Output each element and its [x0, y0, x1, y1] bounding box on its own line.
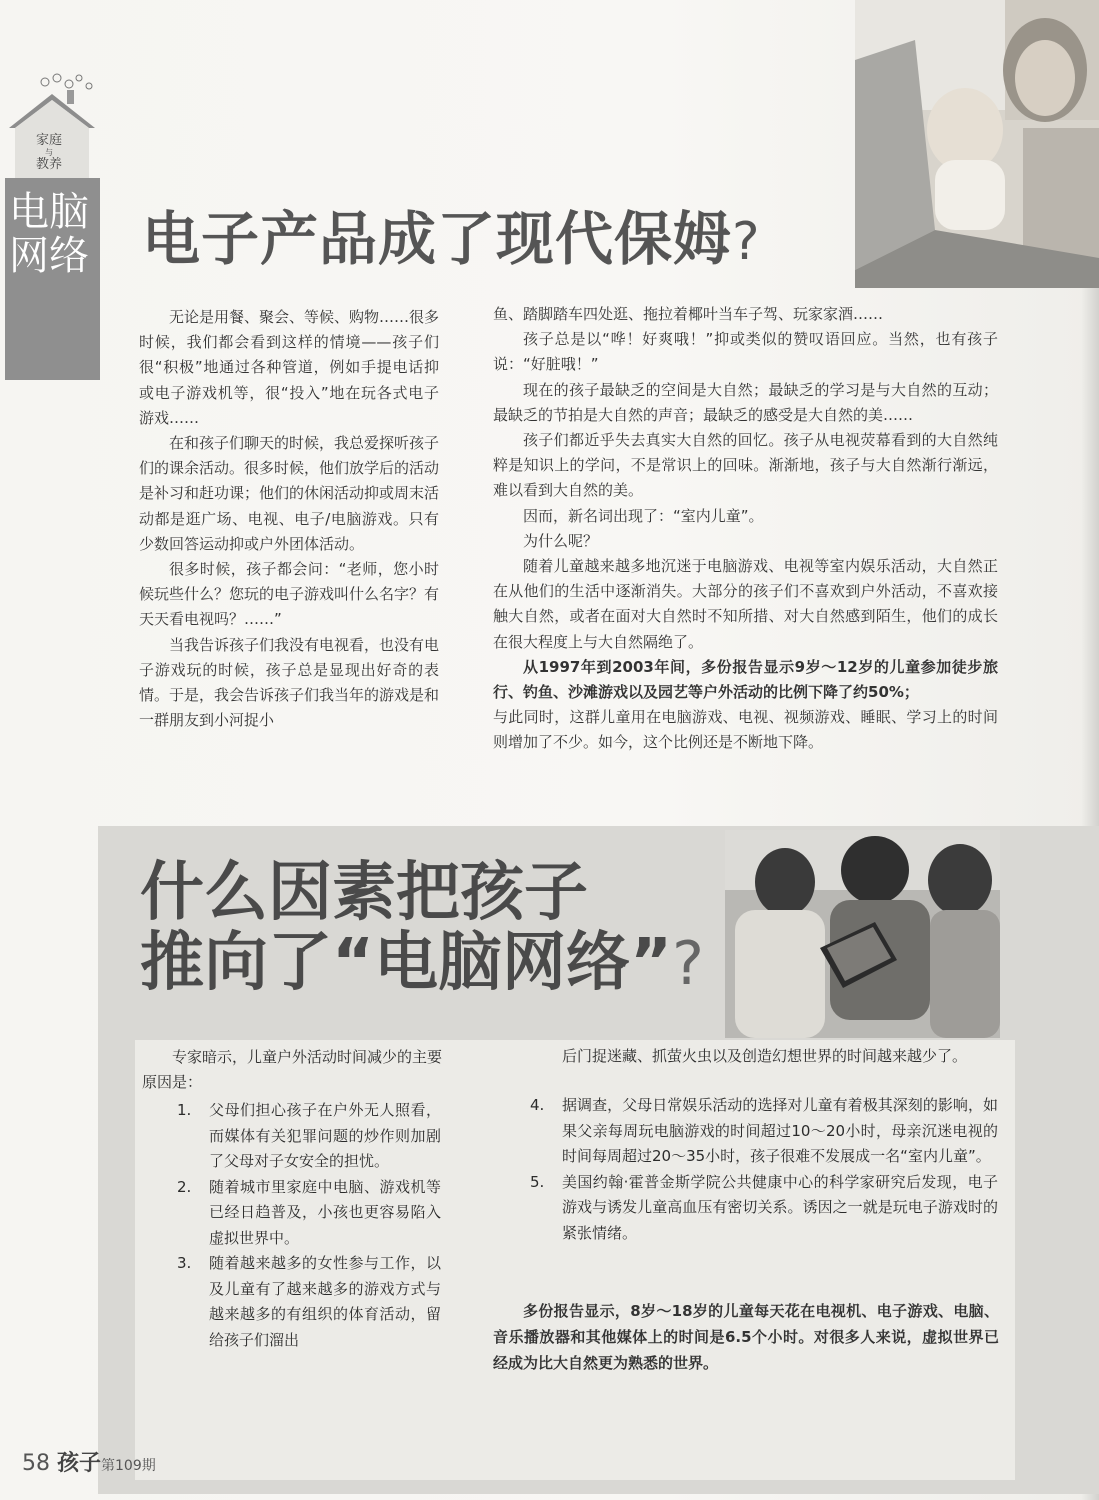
- article1-left-column: [139, 305, 439, 733]
- paragraph: 无论是用餐、聚会、等候、购物……很多时候，我们都会看到这样的情境——孩子们很“积极”地通过各种管道，例如手提电话抑或电子游戏机等，很“投入”地在玩各式电子游戏……: [139, 308, 440, 427]
- article2-title-line1: 什么因素把孩子: [140, 856, 588, 930]
- list-text: 据调查，父母日常娱乐活动的选择对儿童有着极其深刻的影响，如果父亲每周玩电脑游戏的时间超过10～20小时，母亲沉迷电视的时间每周超过20～35小时，孩子很难不发展成一名“室内儿童”。: [562, 1096, 998, 1165]
- reasons-list-right: [530, 1093, 998, 1246]
- paragraph: 为什么呢？: [523, 531, 599, 550]
- paragraph: 现在的孩子最缺乏的空间是大自然；最缺乏的学习是与大自然的互动；最缺乏的节拍是大自然的声音；最缺乏的感受是大自然的美……: [493, 380, 998, 424]
- article2-title-mark: ?: [672, 929, 704, 999]
- article2-title: [140, 858, 760, 999]
- list-item: [177, 1251, 441, 1353]
- conclusion-text: 多份报告显示，8岁～18岁的儿童每天花在电视机、电子游戏、电脑、音乐播放器和其他媒体上的时间是6.5个小时。对很多人来说，虚拟世界已经成为比大自然更为熟悉的世界。: [493, 1302, 999, 1372]
- paragraph: 因而，新名词出现了：“室内儿童”。: [523, 506, 764, 525]
- list-item: [177, 1098, 441, 1175]
- list-item: [530, 1170, 998, 1247]
- logo-small: 与: [45, 148, 53, 157]
- bold-statistic-paragraph: 从1997年到2003年间，多份报告显示9岁～12岁的儿童参加徒步旅行、钓鱼、沙滩游戏以及园艺等户外活动的比例下降了约50%；: [493, 657, 998, 702]
- list-number: 1.: [177, 1101, 192, 1119]
- paragraph: 当我告诉孩子们我没有电视看，也没有电子游戏玩的时候，孩子总是显现出好奇的表情。于是，我会告诉孩子们我当年的游戏是和一群朋友到小河捉小: [139, 635, 440, 730]
- article1-title-mark: ?: [732, 212, 761, 272]
- article2-intro: [142, 1045, 442, 1095]
- paragraph: 与此同时，这群儿童用在电脑游戏、电视、视频游戏、睡眠、学习上的时间则增加了不少。如今，这个比例还是不断地下降。: [493, 708, 998, 752]
- article1-right-column: [493, 302, 998, 756]
- article1-title-text: 电子产品成了现代保姆: [142, 205, 733, 273]
- category-line1: 电脑: [9, 189, 89, 235]
- paragraph: 随着儿童越来越多地沉迷于电脑游戏、电视等室内娱乐活动，大自然正在从他们的生活中逐渐消失。大部分的孩子们不喜欢到户外活动，不喜欢接触大自然，或者在面对大自然时不知所措、对大自然感到陌生，他们的成长在很大程度上与大自然隔绝了。: [493, 557, 998, 651]
- category-line2: 网络: [9, 233, 89, 279]
- item3-continuation: 后门捉迷藏、抓萤火虫以及创造幻想世界的时间越来越少了。: [562, 1047, 968, 1065]
- list-item: [530, 1093, 998, 1170]
- list-text: 美国约翰·霍普金斯学院公共健康中心的科学家研究后发现，电子游戏与诱发儿童高血压有密切关系。诱因之一就是玩电子游戏时的紧张情绪。: [562, 1172, 998, 1242]
- list-item: [177, 1175, 441, 1252]
- paragraph: 孩子们都近乎失去真实大自然的回忆。孩子从电视荧幕看到的大自然纯粹是知识上的学问，不是常识上的回味。渐渐地，孩子与大自然渐行渐远，难以看到大自然的美。: [493, 431, 998, 500]
- paragraph: 孩子总是以“哗！好爽哦！”抑或类似的赞叹语回应。当然，也有孩子说：“好脏哦！”: [493, 330, 998, 374]
- conclusion-paragraph: [493, 1298, 999, 1376]
- list-number: 4.: [530, 1096, 545, 1114]
- paragraph: 很多时候，孩子都会问：“老师，您小时候玩些什么？您玩的电子游戏叫什么名字？有天天看电视吗？……”: [139, 560, 440, 629]
- list-text: 随着城市里家庭中电脑、游戏机等已经日趋普及，小孩也更容易陷入虚拟世界中。: [209, 1177, 441, 1247]
- page-footer: [22, 1446, 156, 1477]
- paragraph: 在和孩子们聊天的时候，我总爱探听孩子们的课余活动。很多时候，他们放学后的活动是补习和赶功课；他们的休闲活动抑或周末活动都是逛广场、电视、电子/电脑游戏。只有少数回答运动抑或户外团体活动。: [139, 434, 440, 553]
- issue-number: 第109期: [101, 1458, 156, 1474]
- list-number: 3.: [177, 1254, 192, 1272]
- logo-line2: 教养: [35, 157, 62, 172]
- list-number: 2.: [177, 1177, 192, 1196]
- list-text: 随着越来越多的女性参与工作，以及儿童有了越来越多的游戏方式与越来越多的有组织的体育活动，留给孩子们溜出: [209, 1254, 441, 1349]
- article2-title-line2: 推向了“电脑网络”: [140, 926, 673, 1000]
- category-tab: [5, 178, 100, 380]
- page-number: 58: [22, 1451, 50, 1476]
- logo-line1: 家庭: [35, 133, 62, 148]
- mother-baby-laptop-photo: [855, 0, 1099, 288]
- list-number: 5.: [530, 1172, 545, 1191]
- children-tablet-photo: [725, 830, 1000, 1038]
- paragraph-continuation: 鱼、踏脚踏车四处逛、拖拉着椰叶当车子驾、玩家家酒……: [493, 305, 884, 323]
- article1-title: [142, 192, 761, 276]
- reasons-list-left: [177, 1098, 441, 1353]
- section-logo-text: [14, 133, 84, 173]
- category-label: [9, 190, 97, 278]
- list-text: 父母们担心孩子在户外无人照看，而媒体有关犯罪问题的炒作则加剧了父母对子女安全的担忧。: [209, 1101, 441, 1170]
- magazine-name: 孩子: [57, 1451, 102, 1476]
- intro-paragraph: 专家暗示，儿童户外活动时间减少的主要原因是：: [142, 1048, 443, 1091]
